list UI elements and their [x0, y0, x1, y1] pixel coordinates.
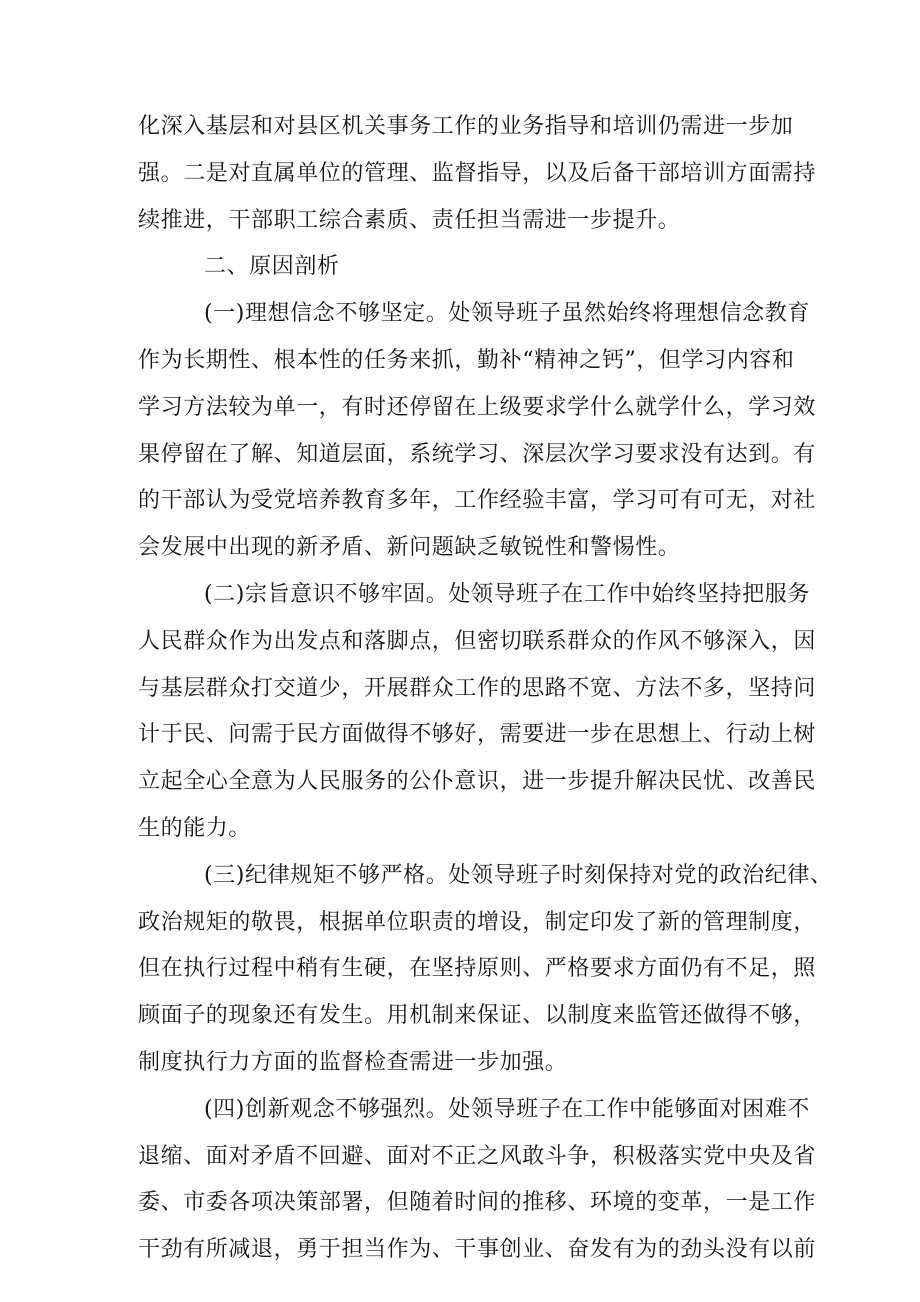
text-line: 强。二是对直属单位的管理、监督指导，以及后备干部培训方面需持	[138, 160, 817, 186]
text-line: 但在执行过程中稍有生硬，在坚持原则、严格要求方面仍有不足，照	[138, 956, 817, 982]
text-line: 生的能力。	[138, 815, 252, 841]
text-line: 立起全心全意为人民服务的公仆意识，进一步提升解决民忧、改善民	[138, 769, 817, 795]
text-line: 会发展中出现的新矛盾、新问题缺乏敏锐性和警惕性。	[138, 535, 681, 561]
text-line: 退缩、面对矛盾不回避、面对不正之风敢斗争，积极落实党中央及省	[138, 1143, 817, 1169]
paragraph-first-line: 二、原因剖析	[204, 254, 340, 280]
text-line: 与基层群众打交道少，开展群众工作的思路不宽、方法不多，坚持问	[138, 675, 817, 701]
text-line: 化深入基层和对县区机关事务工作的业务指导和培训仍需进一步加	[138, 114, 794, 139]
paragraph-first-line: (四)创新观念不够强烈。处领导班子在工作中能够面对困难不	[204, 1096, 810, 1122]
text-line: 作为长期性、根本性的任务来抓，勤补“精神之钙”，但学习内容和	[138, 347, 795, 373]
text-line: 干劲有所减退，勇于担当作为、干事创业、奋发有为的劲头没有以前	[138, 1237, 817, 1263]
text-line: 计于民、问需于民方面做得不够好，需要进一步在思想上、行动上树	[138, 722, 817, 748]
text-line: 续推进，干部职工综合素质、责任担当需进一步提升。	[138, 207, 681, 233]
text-line: 委、市委各项决策部署，但随着时间的推移、环境的变革，一是工作	[138, 1190, 817, 1216]
document-body	[138, 104, 833, 1274]
text-line: 学习方法较为单一，有时还停留在上级要求学什么就学什么，学习效	[138, 394, 817, 420]
paragraph-first-line: (一)理想信念不够坚定。处领导班子虽然始终将理想信念教育	[204, 301, 810, 327]
text-line: 人民群众作为出发点和落脚点，但密切联系群众的作风不够深入，因	[138, 628, 817, 654]
paragraph-first-line: (三)纪律规矩不够严格。处领导班子时刻保持对党的政治纪律、	[204, 862, 833, 888]
text-line: 果停留在了解、知道层面，系统学习、深层次学习要求没有达到。有	[138, 441, 817, 467]
text-line: 顾面子的现象还有发生。用机制来保证、以制度来监管还做得不够，	[138, 1003, 817, 1029]
paragraph-first-line: (二)宗旨意识不够牢固。处领导班子在工作中始终坚持把服务	[204, 581, 810, 607]
text-line: 制度执行力方面的监督检查需进一步加强。	[138, 1049, 568, 1075]
text-line: 的干部认为受党培养教育多年，工作经验丰富，学习可有可无，对社	[138, 488, 817, 514]
text-line: 政治规矩的敬畏，根据单位职责的增设，制定印发了新的管理制度，	[138, 909, 817, 935]
